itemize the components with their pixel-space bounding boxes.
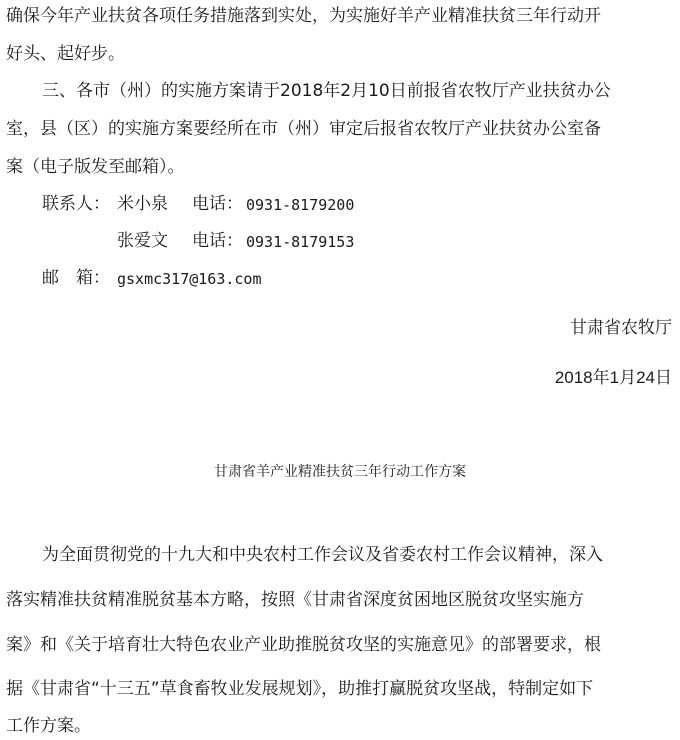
phone-number-1: 0931-8179200: [246, 196, 355, 214]
paragraph-1-line-2: 好头、起好步。: [6, 44, 125, 64]
contact-person-2: 张爱文: [117, 231, 168, 251]
phone-label-2: 电话：: [192, 231, 243, 251]
paragraph-3-line-3: 案》和《关于培育壮大特色农业产业助推脱贫攻坚的实施意见》的部署要求，根: [6, 635, 601, 655]
paragraph-2-line-1: 三、各市（州）的实施方案请于2018年2月10日前报省农牧厅产业扶贫办公: [42, 81, 611, 101]
paragraph-3-line-5: 工作方案。: [6, 716, 91, 736]
email-label: 邮 箱：: [42, 268, 110, 288]
paragraph-2-line-3: 案（电子版发至邮箱）。: [6, 157, 185, 177]
phone-label-1: 电话：: [192, 194, 243, 214]
paragraph-3-line-4: 据《甘肃省“十三五”草食畜牧业发展规划》，助推打赢脱贫攻坚战，特制定如下: [6, 679, 594, 699]
contact-label: 联系人：: [42, 194, 110, 214]
phone-number-2: 0931-8179153: [246, 233, 355, 251]
paragraph-2-line-2: 室，县（区）的实施方案要经所在市（州）审定后报省农牧厅产业扶贫办公室备: [6, 119, 601, 139]
signature-organization: 甘肃省农牧厅: [570, 318, 672, 338]
paragraph-1-line-1: 确保今年产业扶贫各项任务措施落到实处，为实施好羊产业精准扶贫三年行动开: [6, 6, 601, 26]
paragraph-3-line-2: 落实精准扶贫精准脱贫基本方略，按照《甘肃省深度贫困地区脱贫攻坚实施方: [6, 590, 584, 610]
email-address: gsxmc317@163.com: [117, 270, 262, 288]
section-title: 甘肃省羊产业精准扶贫三年行动工作方案: [214, 464, 466, 480]
paragraph-3-line-1: 为全面贯彻党的十九大和中央农村工作会议及省委农村工作会议精神，深入: [42, 545, 603, 565]
contact-person-1: 米小泉: [117, 194, 168, 214]
signature-date: 2018年1月24日: [554, 368, 672, 387]
